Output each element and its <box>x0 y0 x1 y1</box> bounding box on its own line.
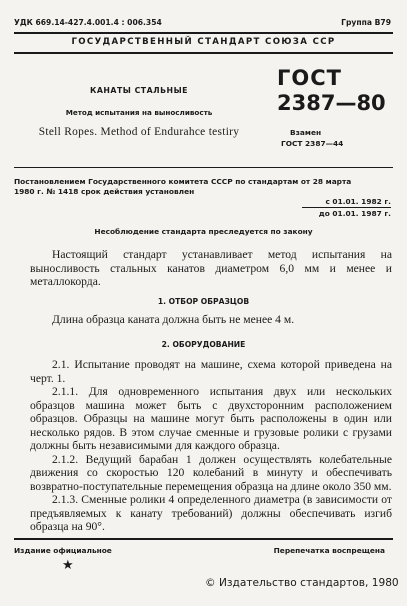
replaces-value: ГОСТ 2387—44 <box>281 139 344 148</box>
intro-text: Настоящий стандарт устанавливает метод испытания на выносливость стальных канатов диаметром 6,0 мм и менее и металлокорда. <box>30 248 392 288</box>
paragraph: 2.1.3. Сменные ролики 4 определенного диаметра (в зависимости от предъявляемых к канату требований) должны обеспечивать изгиб образца на 90°. <box>30 493 392 533</box>
group-code: Группа В79 <box>341 18 391 27</box>
decree-line-2: 1980 г. № 1418 срок действия установлен <box>14 187 195 196</box>
decree-rule <box>14 167 393 168</box>
paragraph: 2.1. Испытание проводят на машине, схема которой приведена на черт. 1. <box>30 358 392 385</box>
decree-line-1: Постановлением Государственного комитета СССР по стандартам от 28 марта <box>14 177 352 186</box>
section-heading: 2. ОБОРУДОВАНИЕ <box>161 340 246 349</box>
title-rule <box>14 52 393 54</box>
paragraph: 2.1.1. Для одновременного испытания двух или нескольких образцов машина может быть с двухсторонним расположением образцов. Образцы на машине могут быть расположены в один или несколько рядов. В этом случае сменные и грузовые ролики с грузами должны быть независимыми для каждого образца. <box>30 385 392 452</box>
validity-from: с 01.01. 1982 г. <box>325 197 391 206</box>
reprint-notice: Перепечатка воспрещена <box>273 546 385 555</box>
validity-rule <box>302 207 391 208</box>
gost-number: 2387—80 <box>277 91 386 115</box>
section-body <box>30 358 392 534</box>
top-rule <box>14 32 393 34</box>
edition-label: Издание официальное <box>14 546 112 555</box>
legal-warning: Несоблюдение стандарта преследуется по закону <box>94 227 313 236</box>
footer-rule <box>14 538 393 540</box>
document-subtitle: Метод испытания на выносливость <box>65 108 213 117</box>
udk-code: УДК 669.14-427.4.001.4 : 006.354 <box>14 18 162 27</box>
document-title: КАНАТЫ СТАЛЬНЫЕ <box>89 86 188 95</box>
gost-label: ГОСТ <box>277 66 342 90</box>
validity-to: до 01.01. 1987 г. <box>318 209 391 218</box>
copyright: © Издательство стандартов, 1980 <box>205 577 399 589</box>
standard-title: ГОСУДАРСТВЕННЫЙ СТАНДАРТ СОЮЗА ССР <box>71 37 336 47</box>
paragraph: 2.1.2. Ведущий барабан 1 должен осуществлять колебательные движения со скоростью 120 колебаний в минуту и обеспечивать возвратно-поступательные перемещения образца на длине около 350 мм. <box>30 452 392 493</box>
section-body <box>30 313 392 327</box>
intro-paragraph <box>30 248 392 289</box>
replaces-label: Взамен <box>290 128 322 137</box>
paragraph: Длина образца каната должна быть не менее 4 м. <box>52 313 295 326</box>
section-heading: 1. ОТБОР ОБРАЗЦОВ <box>157 297 250 306</box>
star-icon: ★ <box>62 558 74 573</box>
document-title-en: Stell Ropes. Method of Endurahce testiry <box>38 126 240 138</box>
